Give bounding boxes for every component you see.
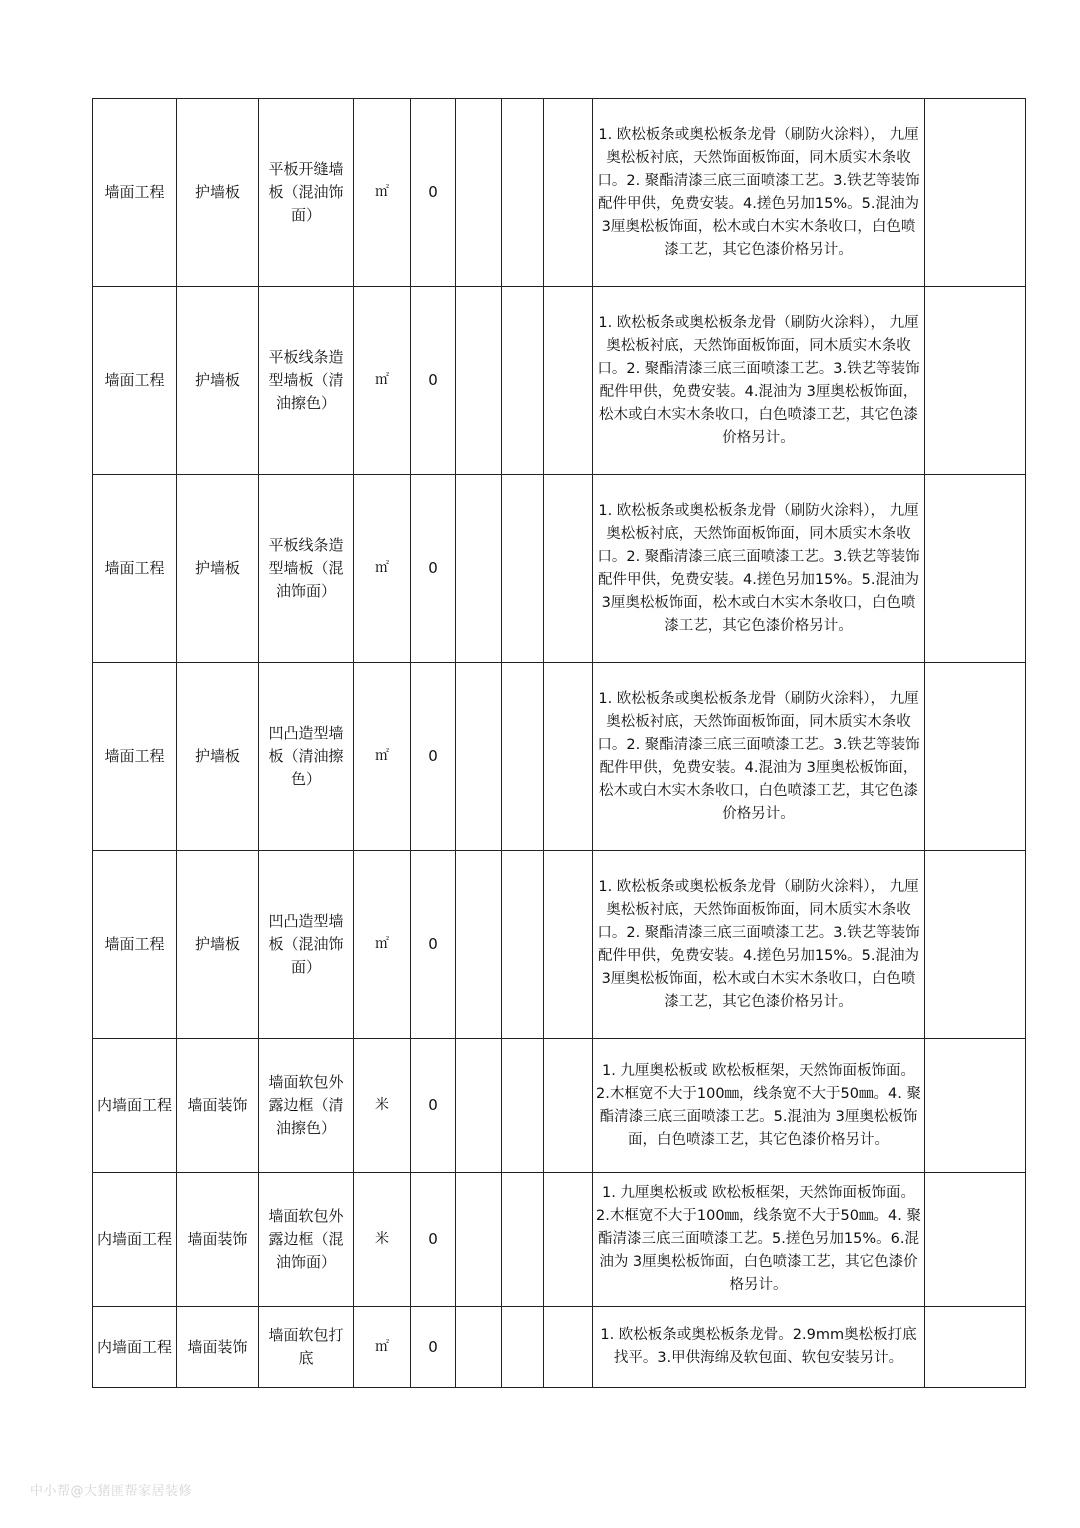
extra-cell — [544, 1039, 593, 1173]
subcategory-cell: 护墙板 — [177, 99, 259, 287]
category-cell: 内墙面工程 — [93, 1307, 177, 1388]
subtotal-cell — [502, 99, 544, 287]
subtotal-cell — [502, 1039, 544, 1173]
unit-price-cell — [456, 851, 502, 1039]
unit-price-cell — [456, 475, 502, 663]
item-name-cell: 平板线条造型墙板（清油擦色） — [259, 287, 354, 475]
table-row — [93, 99, 1026, 287]
item-name-cell: 墙面软包外露边框（清油擦色） — [259, 1039, 354, 1173]
quantity-cell: 0 — [411, 1039, 456, 1173]
category-cell: 墙面工程 — [93, 475, 177, 663]
subtotal-cell — [502, 1307, 544, 1388]
unit-cell: ㎡ — [354, 1307, 411, 1388]
extra-cell — [544, 1307, 593, 1388]
unit-cell: ㎡ — [354, 475, 411, 663]
table-row — [93, 1039, 1026, 1173]
item-name-cell: 平板线条造型墙板（混油饰面） — [259, 475, 354, 663]
item-name-cell: 凹凸造型墙板（清油擦色） — [259, 663, 354, 851]
extra-cell — [544, 475, 593, 663]
quantity-cell: 0 — [411, 851, 456, 1039]
unit-price-cell — [456, 287, 502, 475]
subcategory-cell: 护墙板 — [177, 663, 259, 851]
extra-cell — [544, 851, 593, 1039]
unit-cell: 米 — [354, 1173, 411, 1307]
table-body — [93, 99, 1026, 1388]
category-cell: 墙面工程 — [93, 287, 177, 475]
table-row — [93, 851, 1026, 1039]
item-name-cell: 墙面软包外露边框（混油饰面） — [259, 1173, 354, 1307]
extra-cell — [544, 287, 593, 475]
quantity-cell: 0 — [411, 1173, 456, 1307]
subcategory-cell: 护墙板 — [177, 287, 259, 475]
quotation-table — [92, 98, 1026, 1388]
table-row — [93, 1307, 1026, 1388]
remark-cell — [925, 851, 1026, 1039]
subcategory-cell: 护墙板 — [177, 475, 259, 663]
extra-cell — [544, 663, 593, 851]
description-cell: 1. 欧松板条或奥松板条龙骨（刷防火涂料）， 九厘奥松板衬底，天然饰面板饰面，同木质实木条收口。2. 聚酯清漆三底三面喷漆工艺。3.铁艺等装饰配件甲供，免费安装。4.搓色另加15%。5.混油为 3厘奥松板饰面，松木或白木实木条收口，白色喷漆工艺，其它色漆价格另计。 — [593, 851, 925, 1039]
unit-cell: ㎡ — [354, 287, 411, 475]
unit-cell: ㎡ — [354, 99, 411, 287]
remark-cell — [925, 1173, 1026, 1307]
table-row — [93, 287, 1026, 475]
quantity-cell: 0 — [411, 475, 456, 663]
description-cell: 1. 九厘奥松板或 欧松板框架，天然饰面板饰面。2.木框宽不大于100㎜，线条宽不大于50㎜。4. 聚酯清漆三底三面喷漆工艺。5.混油为 3厘奥松板饰面，白色喷漆工艺，其它色漆价格另计。 — [593, 1039, 925, 1173]
remark-cell — [925, 99, 1026, 287]
subtotal-cell — [502, 851, 544, 1039]
quantity-cell: 0 — [411, 1307, 456, 1388]
category-cell: 内墙面工程 — [93, 1173, 177, 1307]
subcategory-cell: 墙面装饰 — [177, 1173, 259, 1307]
unit-price-cell — [456, 1039, 502, 1173]
subtotal-cell — [502, 1173, 544, 1307]
unit-cell: ㎡ — [354, 851, 411, 1039]
remark-cell — [925, 663, 1026, 851]
subtotal-cell — [502, 475, 544, 663]
description-cell: 1. 欧松板条或奥松板条龙骨（刷防火涂料）， 九厘奥松板衬底，天然饰面板饰面，同木质实木条收口。2. 聚酯清漆三底三面喷漆工艺。3.铁艺等装饰配件甲供，免费安装。4.搓色另加15%。5.混油为 3厘奥松板饰面，松木或白木实木条收口，白色喷漆工艺，其它色漆价格另计。 — [593, 475, 925, 663]
category-cell: 墙面工程 — [93, 99, 177, 287]
extra-cell — [544, 1173, 593, 1307]
description-cell: 1. 欧松板条或奥松板条龙骨（刷防火涂料）， 九厘奥松板衬底，天然饰面板饰面，同木质实木条收口。2. 聚酯清漆三底三面喷漆工艺。3.铁艺等装饰配件甲供，免费安装。4.混油为 3厘奥松板饰面，松木或白木实木条收口，白色喷漆工艺，其它色漆价格另计。 — [593, 663, 925, 851]
table-row — [93, 475, 1026, 663]
remark-cell — [925, 1307, 1026, 1388]
subcategory-cell: 护墙板 — [177, 851, 259, 1039]
category-cell: 内墙面工程 — [93, 1039, 177, 1173]
item-name-cell: 墙面软包打底 — [259, 1307, 354, 1388]
item-name-cell: 凹凸造型墙板（混油饰面） — [259, 851, 354, 1039]
unit-price-cell — [456, 663, 502, 851]
unit-cell: 米 — [354, 1039, 411, 1173]
table-row — [93, 663, 1026, 851]
remark-cell — [925, 475, 1026, 663]
unit-cell: ㎡ — [354, 663, 411, 851]
subcategory-cell: 墙面装饰 — [177, 1039, 259, 1173]
table-row — [93, 1173, 1026, 1307]
watermark: 中小帮@大猪匪帮家居装修 — [30, 1484, 193, 1499]
quantity-cell: 0 — [411, 287, 456, 475]
extra-cell — [544, 99, 593, 287]
quantity-cell: 0 — [411, 99, 456, 287]
unit-price-cell — [456, 1173, 502, 1307]
description-cell: 1. 欧松板条或奥松板条龙骨（刷防火涂料）， 九厘奥松板衬底，天然饰面板饰面，同木质实木条收口。2. 聚酯清漆三底三面喷漆工艺。3.铁艺等装饰配件甲供，免费安装。4.混油为 3厘奥松板饰面，松木或白木实木条收口，白色喷漆工艺，其它色漆价格另计。 — [593, 287, 925, 475]
item-name-cell: 平板开缝墙板（混油饰面） — [259, 99, 354, 287]
category-cell: 墙面工程 — [93, 851, 177, 1039]
subtotal-cell — [502, 287, 544, 475]
subtotal-cell — [502, 663, 544, 851]
category-cell: 墙面工程 — [93, 663, 177, 851]
unit-price-cell — [456, 99, 502, 287]
subcategory-cell: 墙面装饰 — [177, 1307, 259, 1388]
remark-cell — [925, 1039, 1026, 1173]
description-cell: 1. 九厘奥松板或 欧松板框架，天然饰面板饰面。2.木框宽不大于100㎜，线条宽不大于50㎜。4. 聚酯清漆三底三面喷漆工艺。5.搓色另加15%。6.混油为 3厘奥松板饰面，白色喷漆工艺，其它色漆价格另计。 — [593, 1173, 925, 1307]
description-cell: 1. 欧松板条或奥松板条龙骨。2.9mm奥松板打底找平。3.甲供海绵及软包面、软包安装另计。 — [593, 1307, 925, 1388]
unit-price-cell — [456, 1307, 502, 1388]
quantity-cell: 0 — [411, 663, 456, 851]
remark-cell — [925, 287, 1026, 475]
description-cell: 1. 欧松板条或奥松板条龙骨（刷防火涂料）， 九厘奥松板衬底，天然饰面板饰面，同木质实木条收口。2. 聚酯清漆三底三面喷漆工艺。3.铁艺等装饰配件甲供，免费安装。4.搓色另加15%。5.混油为 3厘奥松板饰面，松木或白木实木条收口，白色喷漆工艺，其它色漆价格另计。 — [593, 99, 925, 287]
